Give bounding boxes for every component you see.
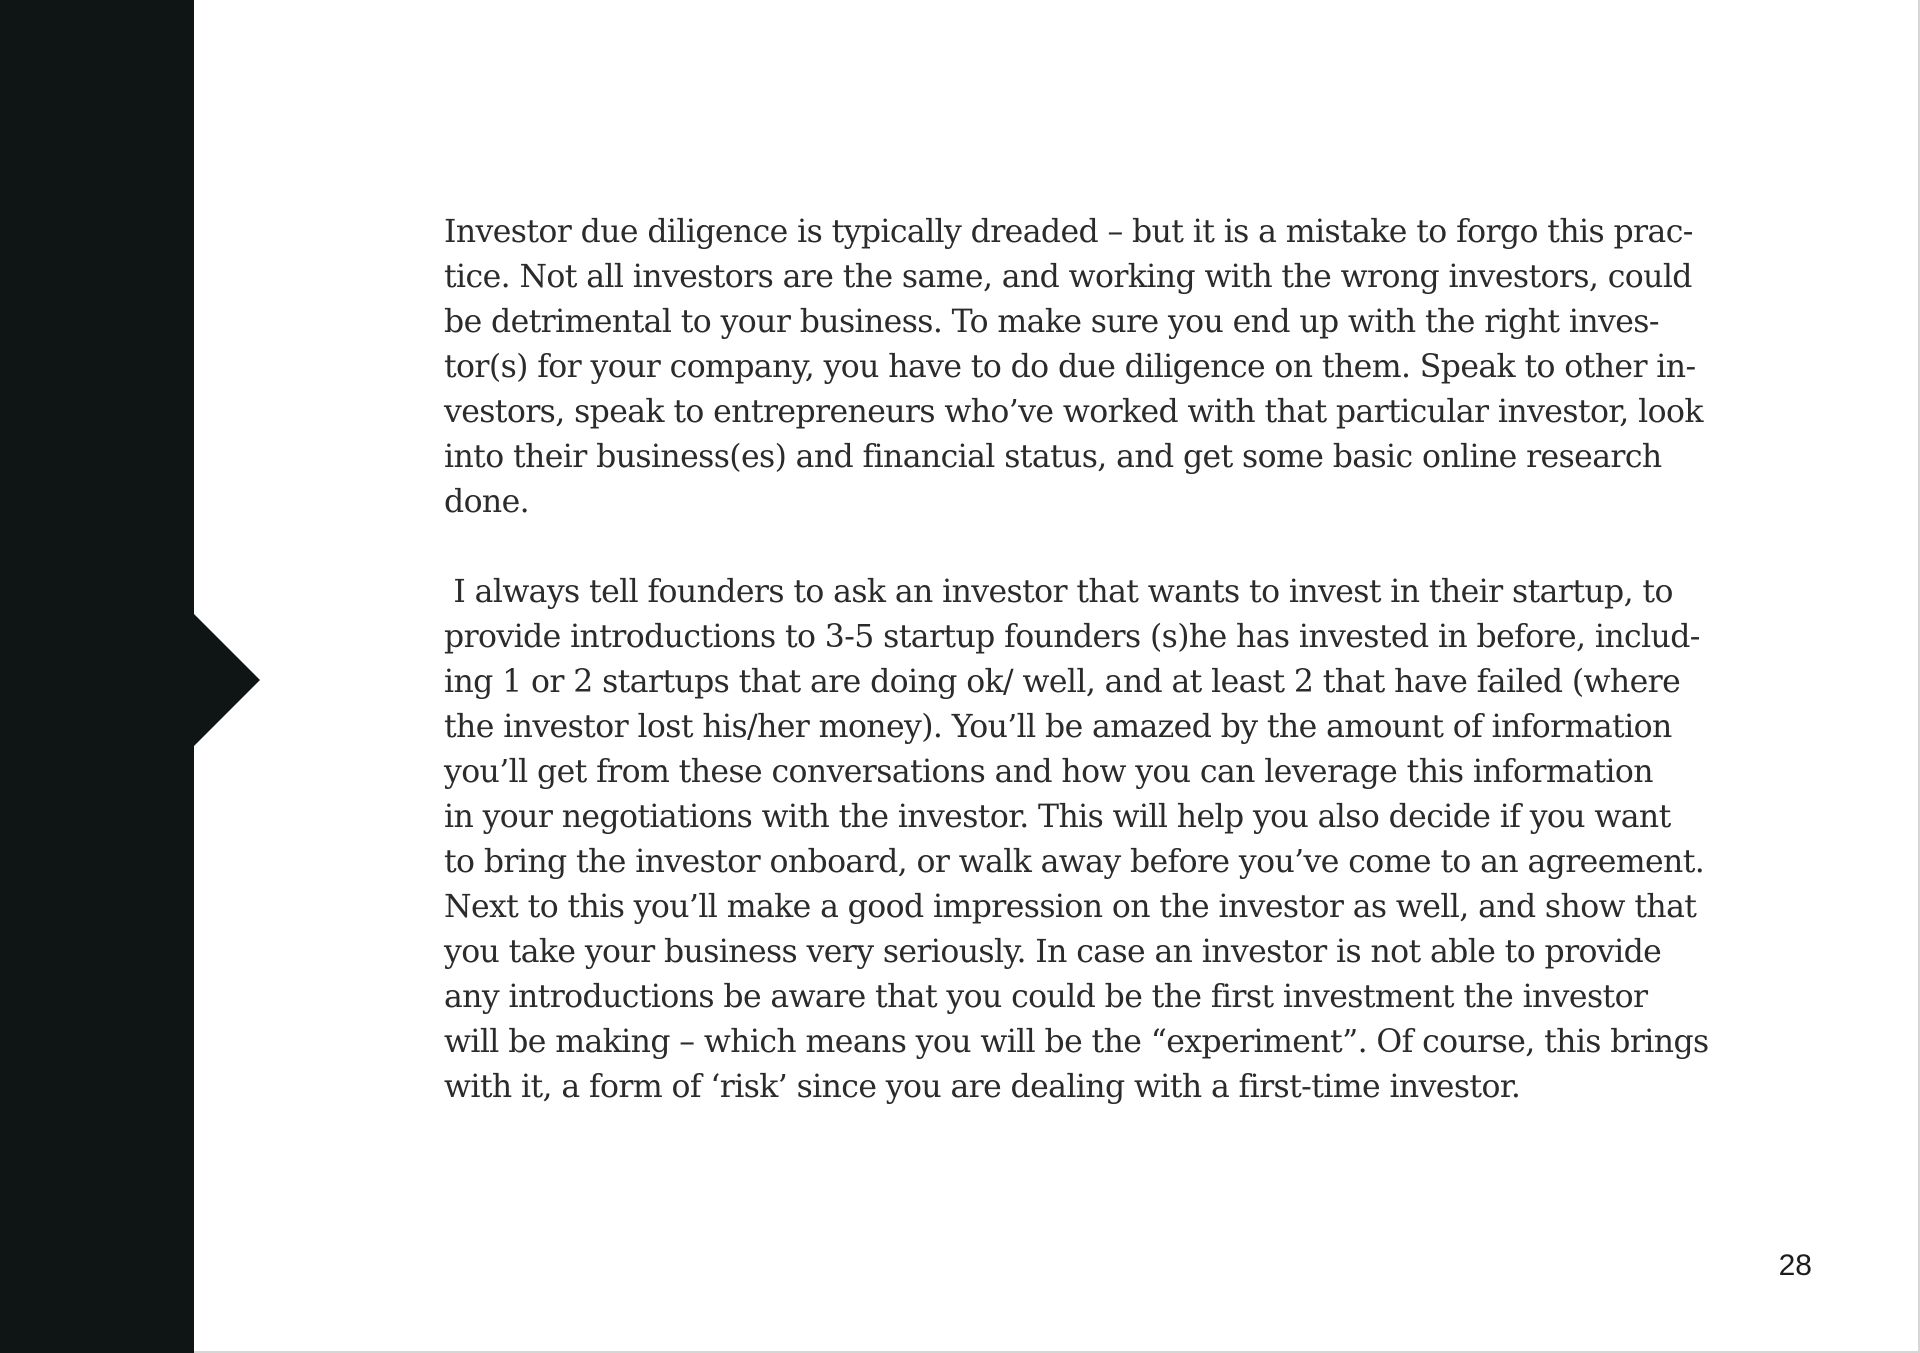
text-line: provide introductions to 3-5 startup founders (s)he has invested in before, includ- [444,619,1700,655]
text-line: you take your business very seriously. In case an investor is not able to provide [444,934,1662,970]
sidebar-chevron-band [0,0,194,1353]
text-line: Next to this you’ll make a good impression on the investor as well, and show that [444,889,1697,925]
body-text [444,210,1709,1110]
text-line: will be making – which means you will be the “experiment”. Of course, this brings [444,1024,1709,1060]
text-line: I always tell founders to ask an investor that wants to invest in their startup, to [444,574,1673,610]
text-line: vestors, speak to entrepreneurs who’ve worked with that particular investor, look [444,394,1703,430]
text-line: done. [444,484,530,520]
text-line: Investor due diligence is typically dreaded – but it is a mistake to forgo this prac- [444,214,1693,250]
paragraph-founder-introductions [444,570,1709,1110]
text-line: tice. Not all investors are the same, and working with the wrong investors, could [444,259,1692,295]
text-line: with it, a form of ‘risk’ since you are dealing with a first-time investor. [444,1069,1521,1105]
page-number: 28 [1778,1249,1812,1282]
text-line: any introductions be aware that you could be the first investment the investor [444,979,1648,1015]
text-line: in your negotiations with the investor. This will help you also decide if you want [444,799,1671,835]
text-line: ing 1 or 2 startups that are doing ok/ well, and at least 2 that have failed (where [444,664,1681,700]
paragraph-due-diligence [444,210,1704,525]
text-line: the investor lost his/her money). You’ll be amazed by the amount of information [444,709,1672,745]
text-line: you’ll get from these conversations and how you can leverage this information [444,754,1653,790]
text-line: into their business(es) and financial status, and get some basic online research [444,439,1662,475]
text-line: tor(s) for your company, you have to do due diligence on them. Speak to other in- [444,349,1696,385]
chevron-decoration [0,0,262,1353]
text-line: be detrimental to your business. To make sure you end up with the right inves- [444,304,1659,340]
text-line: to bring the investor onboard, or walk away before you’ve come to an agreement. [444,844,1705,880]
chevron-shape [0,0,260,1353]
